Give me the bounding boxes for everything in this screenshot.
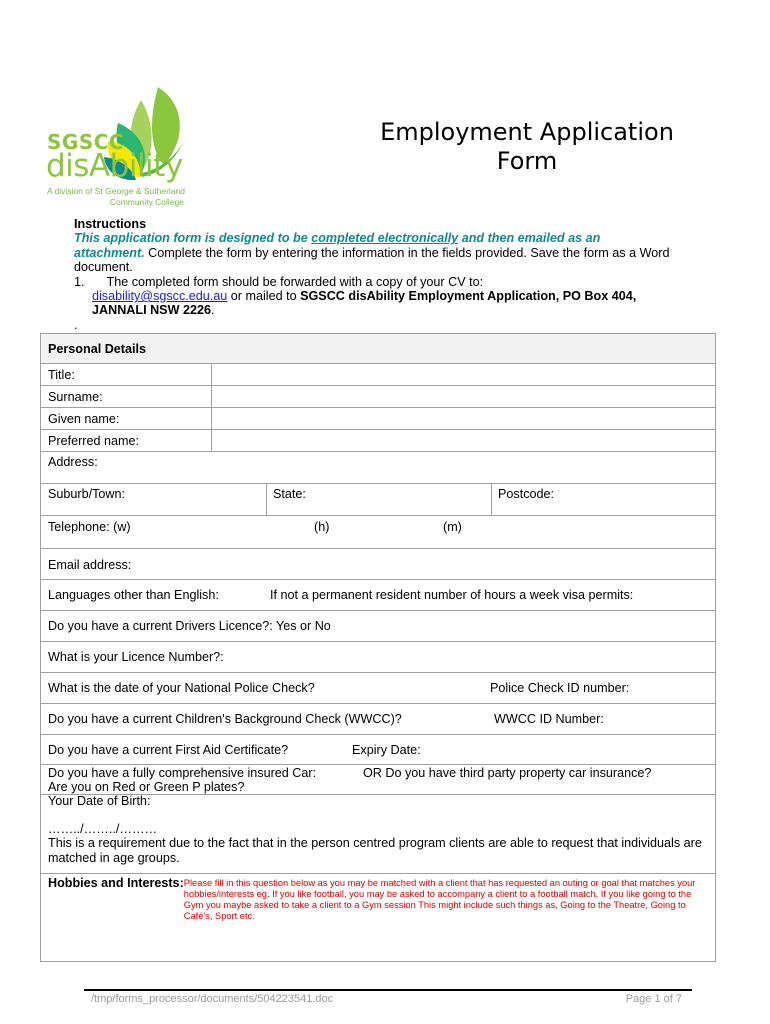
hobbies-text [48, 876, 712, 921]
instructions-normal: Complete the form by entering the information in the fields provided. Save the form as a Word document. [74, 245, 670, 275]
licence-number-label: What is your Licence Number?: [48, 650, 224, 664]
footer-file-path: /tmp/forms_processor/documents/504223541.doc [91, 993, 334, 1005]
logo-tagline-2: Community College [109, 197, 184, 207]
postcode-cell-divider [491, 484, 492, 515]
dob-note: This is a requirement due to the fact that in the person centred program clients are able to request that individuals are matched in age groups. [48, 836, 702, 865]
dob-format: ……../……../……… [48, 822, 158, 836]
footer-page-number: Page 1 of 7 [625, 993, 682, 1005]
instructions-item-1 [74, 275, 674, 289]
email-link[interactable]: disability@sgscc.edu.au [92, 289, 228, 304]
instructions-italic-underline: completed electronically [311, 231, 459, 246]
telephone-h-label: (h) [314, 520, 330, 534]
title-row [41, 364, 715, 386]
form-header-label: Personal Details [48, 342, 146, 356]
licence-label: Do you have a current Drivers Licence?: Yes or No [48, 619, 331, 633]
footer-divider [84, 989, 692, 991]
instructions-address [74, 289, 674, 318]
given-name-label: Given name: [48, 412, 120, 426]
state-cell-divider [266, 484, 267, 515]
telephone-m-label: (m) [443, 520, 462, 534]
title-label: Title: [48, 368, 75, 382]
email-label: Email address: [48, 558, 132, 572]
logo-disability-text: disAbility [46, 148, 183, 184]
logo-sgscc-text: SGSCC [47, 130, 125, 154]
dob-row[interactable] [41, 795, 715, 874]
car-third-party-label: OR Do you have third party property car insurance? [363, 766, 652, 780]
expiry-label: Expiry Date: [352, 743, 421, 757]
suburb-label: Suburb/Town: [48, 487, 126, 501]
wwcc-label: Do you have a current Children's Background Check (WWCC)? [48, 712, 402, 726]
police-date-label: What is the date of your National Police Check? [48, 681, 315, 695]
address-period: . [210, 303, 215, 318]
instructions-italic-b: and then emailed as an attachment. [74, 231, 601, 260]
instructions-dot: . [74, 317, 78, 332]
first-aid-row[interactable] [41, 735, 715, 765]
instructions [74, 217, 674, 332]
preferred-name-row [41, 430, 715, 452]
wwcc-row[interactable] [41, 704, 715, 735]
surname-row [41, 386, 715, 408]
licence-row[interactable] [41, 611, 715, 642]
police-id-label: Police Check ID number: [490, 681, 630, 695]
postcode-label: Postcode: [498, 487, 555, 501]
preferred-name-field[interactable] [211, 430, 212, 451]
surname-label: Surname: [48, 390, 103, 404]
licence-number-row[interactable] [41, 642, 715, 673]
languages-row[interactable] [41, 580, 715, 611]
email-row[interactable] [41, 549, 715, 580]
suburb-row [41, 484, 715, 516]
p-plates-label: Are you on Red or Green P plates? [48, 780, 245, 794]
item-text: The completed form should be forwarded with a copy of your CV to: [106, 274, 484, 289]
preferred-name-label: Preferred name: [48, 434, 139, 448]
mailed-text: or mailed to [227, 289, 301, 304]
car-comprehensive-label: Do you have a fully comprehensive insured Car: [48, 766, 317, 780]
telephone-w-label: Telephone: (w) [48, 520, 131, 534]
hobbies-note: Please fill in this question below as you may be matched with a client that has requested an outing or goal that matches your hobbies/interests eg. If you like football, you may be asked to accompany a client to a football match. If you like going to the Gym you maybe asked to take a client to a Gym session This might include such things as, Going to the Theatre, Going to Café's, Sport etc. [183, 878, 696, 921]
surname-field[interactable] [211, 386, 212, 407]
first-aid-label: Do you have a current First Aid Certificate? [48, 743, 289, 757]
title-field[interactable] [211, 364, 212, 385]
hobbies-row[interactable] [41, 874, 715, 961]
page-title: Employment Application Form [380, 118, 674, 175]
address-label: Address: [48, 455, 98, 469]
dob-label: Your Date of Birth: [48, 794, 151, 808]
wwcc-id-label: WWCC ID Number: [494, 712, 604, 726]
personal-details-form [40, 333, 716, 962]
instructions-heading: Instructions [74, 217, 147, 231]
state-label: State: [273, 487, 306, 501]
given-name-field[interactable] [211, 408, 212, 429]
car-row[interactable] [41, 765, 715, 795]
languages-label: Languages other than English: [48, 588, 219, 602]
item-number: 1. [74, 274, 85, 289]
visa-label: If not a permanent resident number of hours a week visa permits: [270, 588, 634, 602]
logo-tagline-1: A division of St George & Sutherland [47, 186, 185, 196]
police-check-row[interactable] [41, 673, 715, 704]
hobbies-label: Hobbies and Interests: [48, 876, 184, 890]
address-row[interactable] [41, 452, 715, 484]
telephone-row[interactable] [41, 516, 715, 549]
mailing-address: SGSCC disAbility Employment Application, PO Box 404, JANNALI NSW 2226 [92, 289, 637, 318]
given-name-row [41, 408, 715, 430]
instructions-italic-a: This application form is designed to be [74, 231, 312, 246]
instructions-paragraph [74, 231, 674, 274]
form-header [41, 334, 715, 364]
